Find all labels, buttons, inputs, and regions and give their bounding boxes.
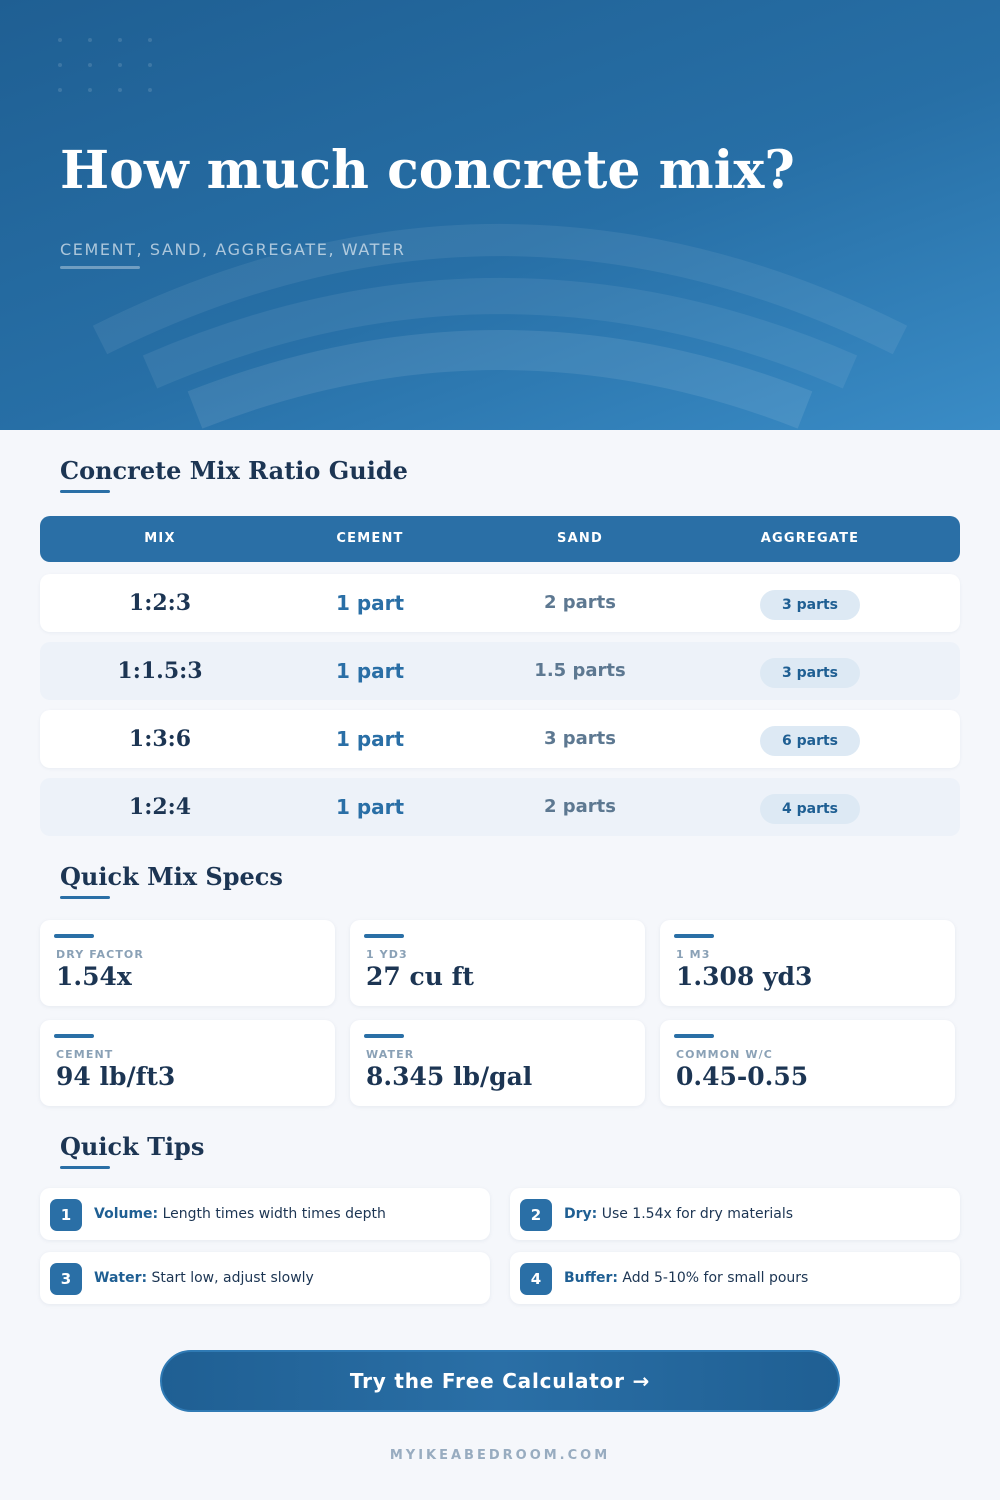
mix-ratio-cell: 1:2:4 xyxy=(128,794,192,820)
column-header-mix: MIX xyxy=(144,531,176,546)
spec-card-accent xyxy=(674,934,714,938)
cement-cell: 1 part xyxy=(335,727,405,751)
tip-description: Start low, adjust slowly xyxy=(147,1270,314,1286)
spec-value: 8.345 lb/gal xyxy=(366,1062,533,1091)
tip-description: Add 5-10% for small pours xyxy=(617,1270,809,1286)
tip-keyword: Water: xyxy=(94,1270,148,1286)
spec-label: 1 YD3 xyxy=(366,948,408,961)
tip-keyword: Volume: xyxy=(94,1206,159,1222)
table-row xyxy=(40,710,960,768)
ratio-guide-heading: Concrete Mix Ratio Guide xyxy=(60,456,408,485)
sand-cell: 1.5 parts xyxy=(534,660,626,681)
table-row xyxy=(40,778,960,836)
table-row xyxy=(40,574,960,632)
aggregate-badge: 3 parts xyxy=(760,658,860,688)
ratio-guide-underline xyxy=(60,490,110,493)
tip-keyword: Dry: xyxy=(564,1206,598,1222)
spec-label: 1 M3 xyxy=(676,948,711,961)
spec-card-accent xyxy=(364,1034,404,1038)
spec-label: WATER xyxy=(366,1048,415,1061)
tips-heading: Quick Tips xyxy=(60,1132,205,1161)
spec-value: 27 cu ft xyxy=(366,962,474,991)
spec-label: COMMON W/C xyxy=(676,1048,773,1061)
sand-cell: 2 parts xyxy=(543,796,617,817)
specs-heading: Quick Mix Specs xyxy=(60,862,283,891)
tip-number-badge: 4 xyxy=(520,1263,552,1295)
try-calculator-button[interactable]: Try the Free Calculator → xyxy=(160,1350,840,1412)
aggregate-badge: 6 parts xyxy=(760,726,860,756)
spec-value: 1.54x xyxy=(56,962,132,991)
tip-text xyxy=(94,1252,314,1304)
footer-site-name: MYIKEABEDROOM.COM xyxy=(389,1448,611,1463)
tip-number-badge: 2 xyxy=(520,1199,552,1231)
ratio-table-header xyxy=(40,516,960,562)
decorative-arcs xyxy=(0,0,1000,430)
sand-cell: 2 parts xyxy=(543,592,617,613)
spec-card-accent xyxy=(54,934,94,938)
mix-ratio-cell: 1:3:6 xyxy=(128,726,192,752)
spec-value: 0.45-0.55 xyxy=(676,1062,809,1091)
tip-number-badge: 3 xyxy=(50,1263,82,1295)
cement-cell: 1 part xyxy=(335,591,405,615)
hero-banner xyxy=(0,0,1000,430)
tip-item xyxy=(40,1252,490,1304)
tip-number-badge: 1 xyxy=(50,1199,82,1231)
tip-keyword: Buffer: xyxy=(564,1270,618,1286)
tips-underline xyxy=(60,1166,110,1169)
spec-card xyxy=(660,920,955,1006)
column-header-sand: SAND xyxy=(557,531,603,546)
spec-card-accent xyxy=(674,1034,714,1038)
spec-card xyxy=(40,1020,335,1106)
column-header-cement: CEMENT xyxy=(336,531,404,546)
mix-ratio-cell: 1:2:3 xyxy=(128,590,192,616)
spec-value: 1.308 yd3 xyxy=(676,962,813,991)
aggregate-badge: 4 parts xyxy=(760,794,860,824)
sand-cell: 3 parts xyxy=(543,728,617,749)
tip-text xyxy=(564,1188,793,1240)
table-row xyxy=(40,642,960,700)
spec-card xyxy=(350,1020,645,1106)
column-header-aggregate: AGGREGATE xyxy=(760,531,860,546)
spec-label: CEMENT xyxy=(56,1048,114,1061)
cement-cell: 1 part xyxy=(335,795,405,819)
spec-card xyxy=(40,920,335,1006)
subtitle-underline xyxy=(60,266,140,269)
page-title: How much concrete mix? xyxy=(60,140,795,201)
mix-ratio-cell: 1:1.5:3 xyxy=(117,658,203,684)
spec-label: DRY FACTOR xyxy=(56,948,144,961)
spec-value: 94 lb/ft3 xyxy=(56,1062,176,1091)
tip-item xyxy=(510,1188,960,1240)
specs-underline xyxy=(60,896,110,899)
page-subtitle: CEMENT, SAND, AGGREGATE, WATER xyxy=(60,240,406,259)
tip-item xyxy=(510,1252,960,1304)
aggregate-badge: 3 parts xyxy=(760,590,860,620)
tip-item xyxy=(40,1188,490,1240)
spec-card-accent xyxy=(364,934,404,938)
spec-card xyxy=(660,1020,955,1106)
tip-text xyxy=(94,1188,386,1240)
tip-text xyxy=(564,1252,808,1304)
cement-cell: 1 part xyxy=(335,659,405,683)
tip-description: Length times width times depth xyxy=(158,1206,386,1222)
spec-card-accent xyxy=(54,1034,94,1038)
tip-description: Use 1.54x for dry materials xyxy=(597,1206,794,1222)
spec-card xyxy=(350,920,645,1006)
